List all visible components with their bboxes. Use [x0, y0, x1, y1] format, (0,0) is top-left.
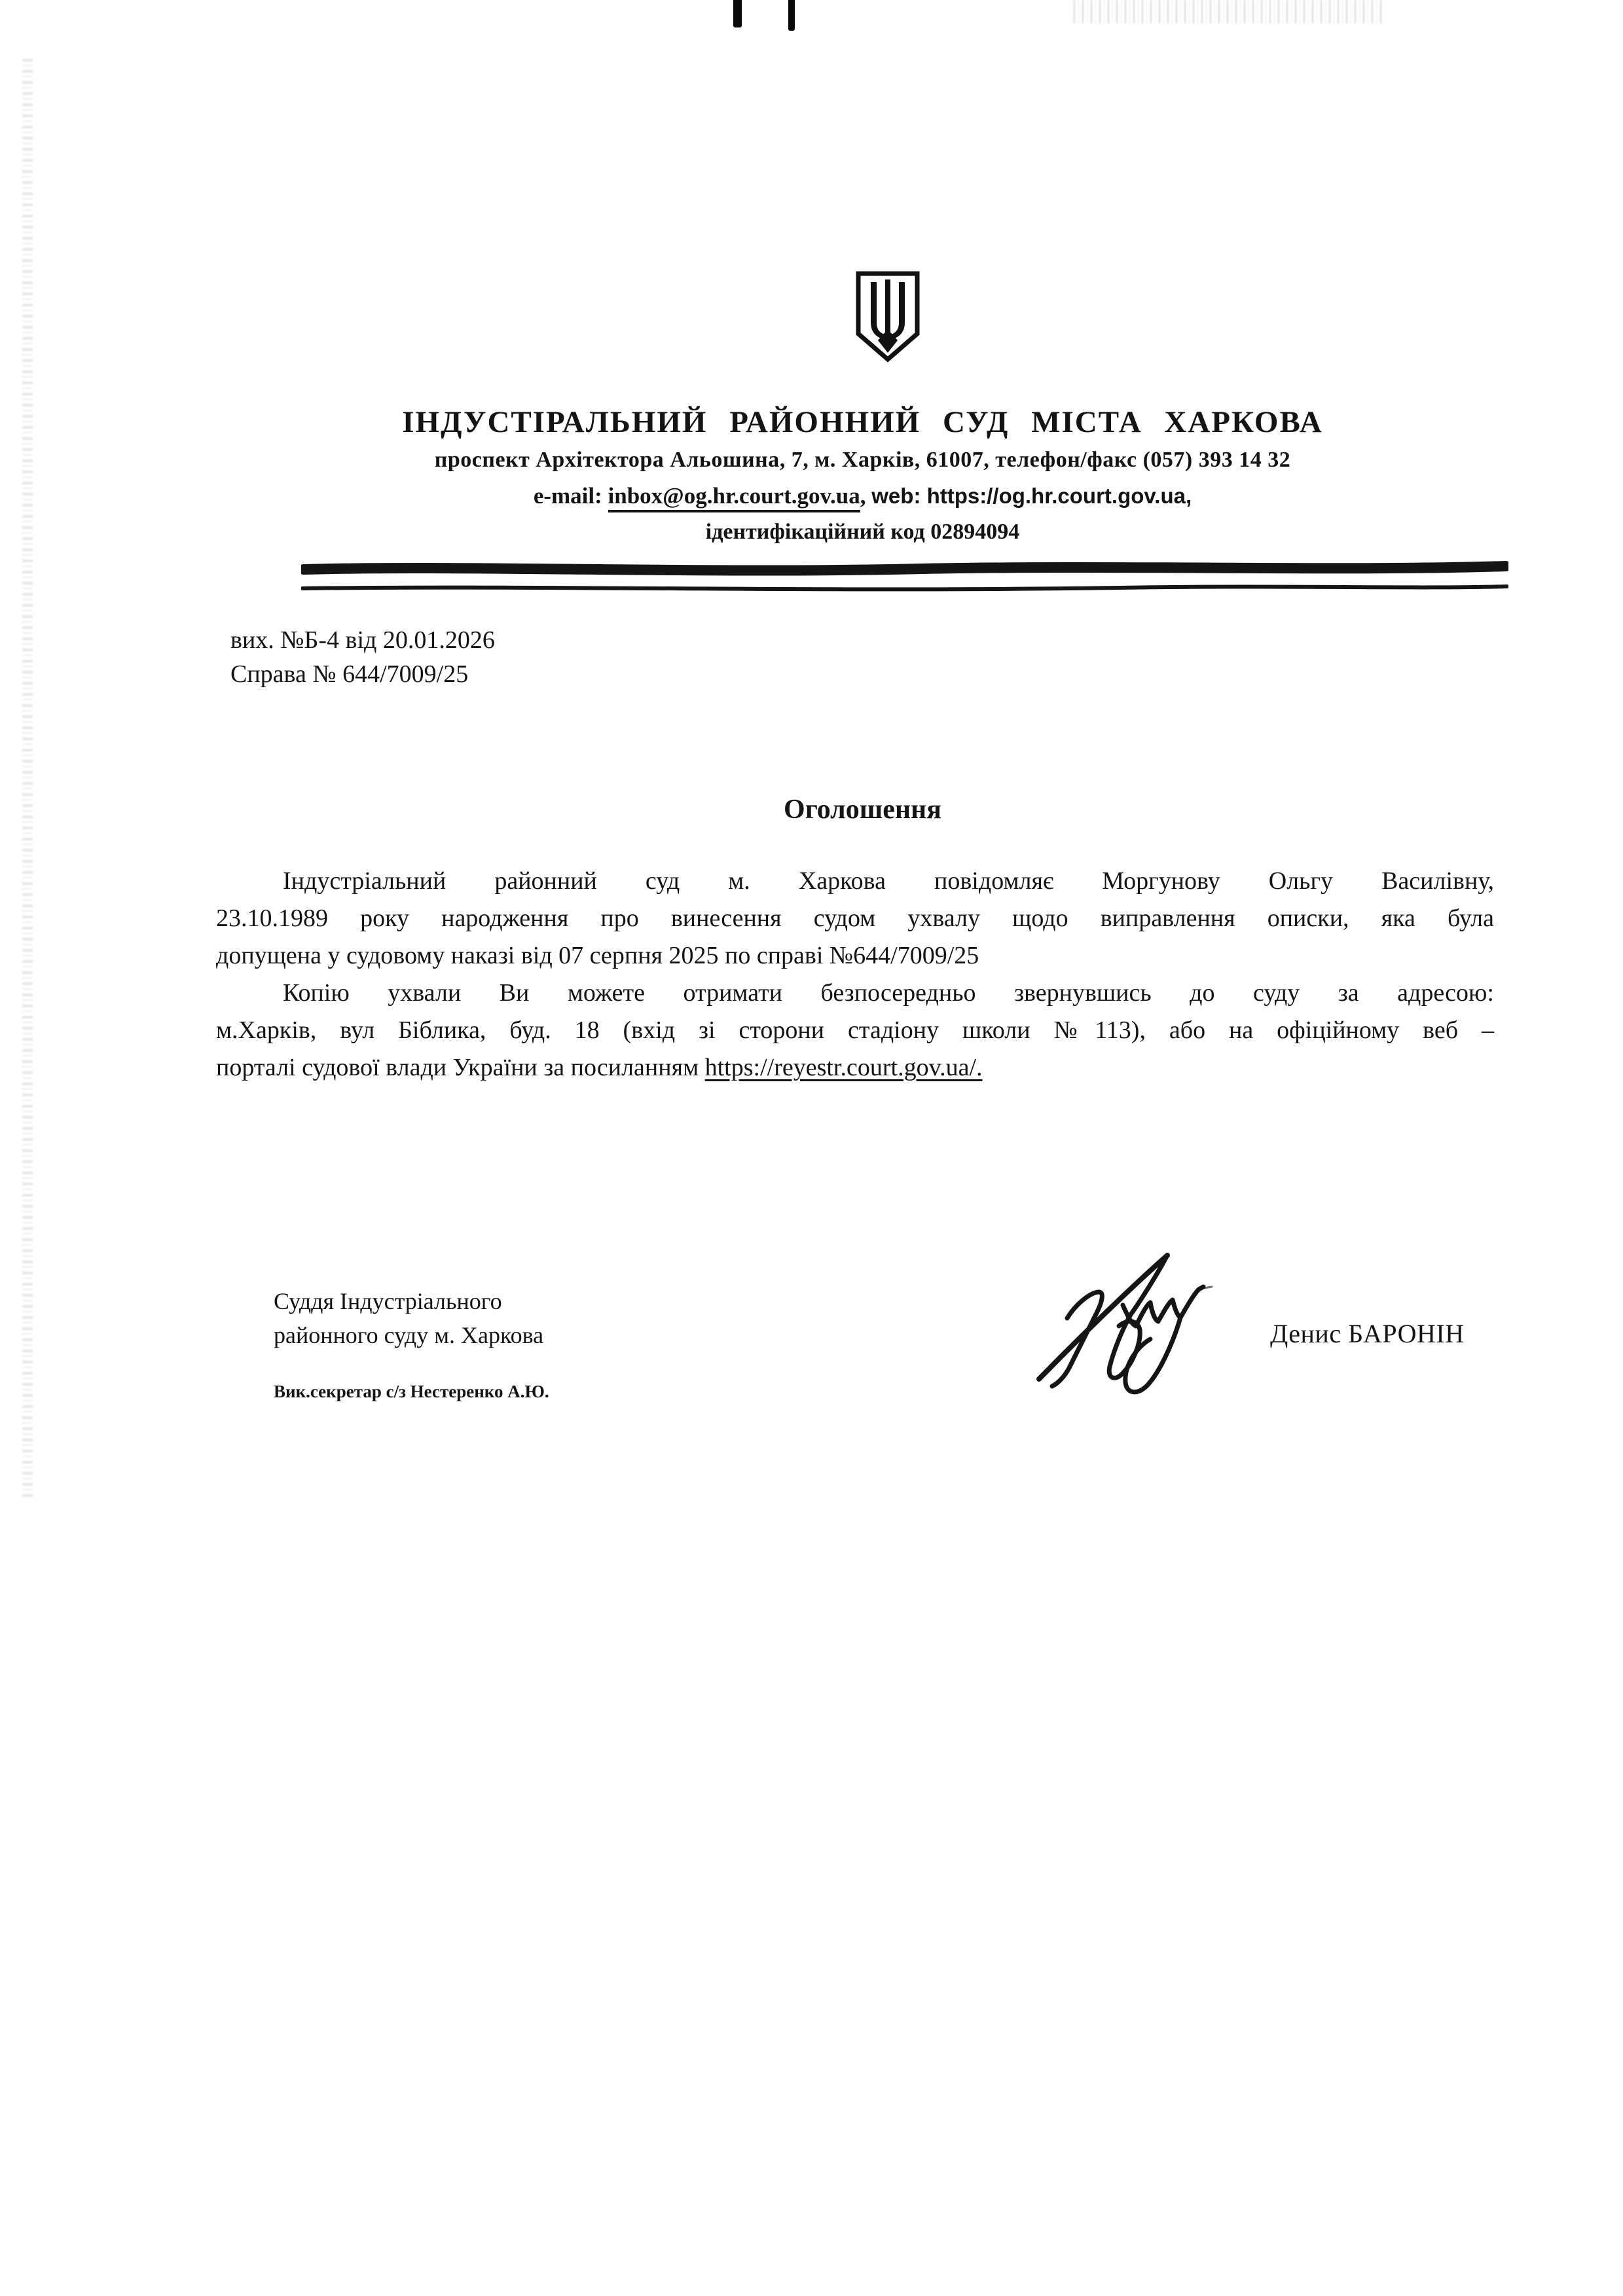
separator-text: , [860, 483, 872, 509]
paragraph-line: допущена у судовому наказі від 07 серпня 2025 по справі №644/7009/25 [216, 942, 979, 969]
judge-title-line: Суддя Індустріального [274, 1288, 502, 1314]
identification-code-line: ідентифікаційний код 02894094 [705, 520, 1020, 544]
email-label: e-mail: [533, 483, 608, 509]
registry-url-link: https://reyestr.court.gov.ua/. [704, 1054, 983, 1081]
document-title: Оголошення [784, 795, 941, 825]
paragraph-line: Індустріальний районний суд м. Харкова повідомляє Моргунову Ольгу Василівну, [283, 867, 1494, 895]
announcement-text [216, 863, 1494, 1086]
paragraph-line: м.Харків, вул Біблика, буд. 18 (вхід зі сторони стадіону школи №113), або на офіційному веб – [216, 1016, 1494, 1044]
email-address: inbox@og.hr.court.gov.ua [608, 483, 860, 512]
letterhead-divider-rule [301, 560, 1508, 600]
paragraph-line [216, 1049, 1494, 1086]
trident-coat-of-arms-icon [853, 270, 922, 363]
court-name-heading: ІНДУСТІРАЛЬНИЙ РАЙОННИЙ СУД МІСТА ХАРКОВА [402, 405, 1323, 439]
case-number-line: Справа № 644/7009/25 [230, 660, 469, 688]
scan-noise-strip [1074, 0, 1381, 24]
secretary-line: Вик.секретар с/з Нестеренко А.Ю. [274, 1382, 549, 1401]
judge-title-line: районного суду м. Харкова [274, 1322, 544, 1348]
paragraph-line: 23.10.1989 року народження про винесення судом ухвалу щодо виправлення описки, яка була [216, 905, 1494, 932]
judge-name: Денис БАРОНІН [1270, 1319, 1465, 1348]
handwritten-signature-icon [1031, 1242, 1218, 1416]
contact-line [216, 484, 1509, 509]
paragraph-line: Копію ухвали Ви можете отримати безпосередньо звернувшись до суду за адресою: [283, 979, 1494, 1007]
court-address-line: проспект Архітектора Альошина, 7, м. Харків, 61007, телефон/факс (057) 393 14 32 [434, 448, 1291, 472]
paragraph-text: порталі судової влади України за посиланням [216, 1054, 705, 1081]
scan-artifact-mark [788, 0, 795, 31]
web-address: web: https://og.hr.court.gov.ua, [871, 484, 1192, 508]
scan-artifact-mark [733, 0, 742, 27]
scan-noise-strip [22, 59, 33, 1499]
outgoing-number-line: вих. №Б-4 від 20.01.2026 [230, 626, 495, 654]
judge-title-block [274, 1284, 543, 1352]
